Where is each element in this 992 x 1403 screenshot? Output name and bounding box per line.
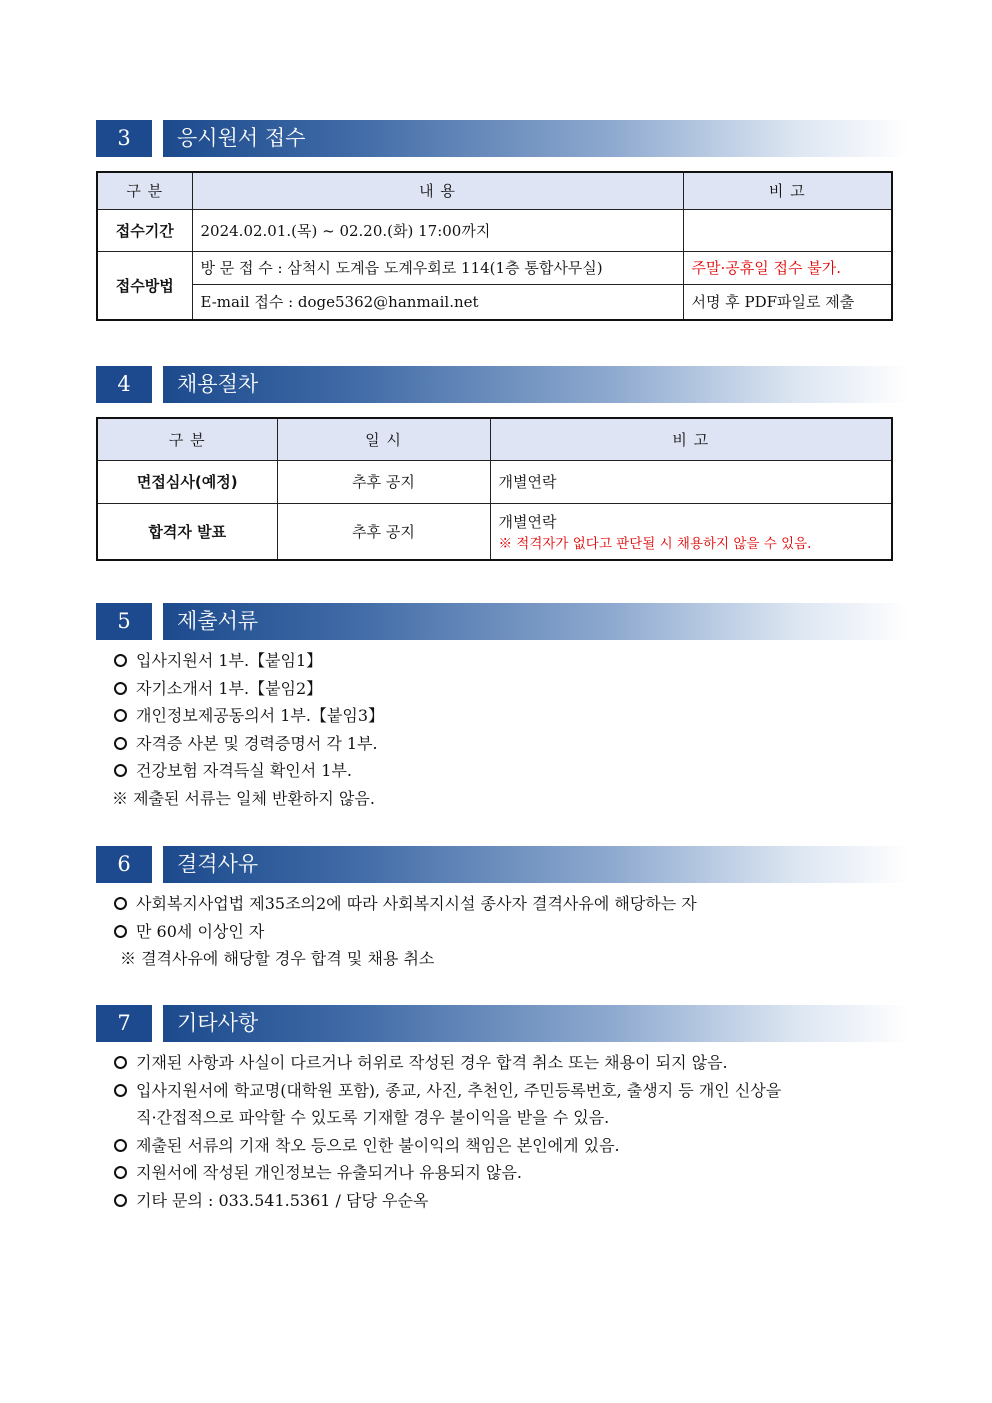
section-title: 기타사항 (163, 1005, 910, 1042)
section-number: 6 (96, 846, 152, 883)
visit-method: 방 문 접 수 : 삼척시 도계읍 도계우회로 114(1층 통합사무실) (192, 251, 683, 284)
list-item-continuation: 직·간접적으로 파악할 수 있도록 기재할 경우 불이익을 받을 수 있음. (136, 1108, 610, 1127)
circle-bullet-icon (114, 709, 127, 722)
header-category: 구 분 (97, 418, 277, 460)
announcement-note-cell (490, 503, 892, 560)
circle-bullet-icon (114, 1166, 127, 1179)
circle-bullet-icon (114, 897, 127, 910)
list-item: 입사지원서 1부.【붙임1】 (112, 647, 384, 675)
period-note (683, 209, 892, 251)
list-item: 만 60세 이상인 자 (112, 918, 697, 946)
circle-bullet-icon (114, 654, 127, 667)
circle-bullet-icon (114, 1056, 127, 1069)
section-5-header (96, 603, 910, 640)
other-notes-list (112, 1049, 781, 1214)
header-category: 구 분 (97, 172, 192, 209)
header-note: 비 고 (490, 418, 892, 460)
list-item: 입사지원서에 학교명(대학원 포함), 종교, 사진, 추천인, 주민등록번호, 출생지 등 개인 신상을 (112, 1077, 781, 1105)
interview-date: 추후 공지 (277, 460, 490, 503)
section-number: 7 (96, 1005, 152, 1042)
section-number: 3 (96, 120, 152, 157)
circle-bullet-icon (114, 925, 127, 938)
section-title: 제출서류 (163, 603, 910, 640)
header-date: 일 시 (277, 418, 490, 460)
announcement-label: 합격자 발표 (97, 503, 277, 560)
documents-list (112, 647, 384, 812)
list-item: 기타 문의 : 033.541.5361 / 담당 우순옥 (112, 1187, 781, 1215)
announcement-date: 추후 공지 (277, 503, 490, 560)
section-title: 결격사유 (163, 846, 910, 883)
list-item: 개인정보제공동의서 1부.【붙임3】 (112, 702, 384, 730)
section-6-header (96, 846, 910, 883)
circle-bullet-icon (114, 737, 127, 750)
section-title: 채용절차 (163, 366, 910, 403)
circle-bullet-icon (114, 764, 127, 777)
email-method: E-mail 접수 : doge5362@hanmail.net (192, 284, 683, 320)
section-number: 4 (96, 366, 152, 403)
section-title: 응시원서 접수 (163, 120, 910, 157)
disqualification-list (112, 890, 697, 973)
section-3-header (96, 120, 910, 157)
method-label: 접수방법 (97, 251, 192, 320)
circle-bullet-icon (114, 682, 127, 695)
section-7-header (96, 1005, 910, 1042)
circle-bullet-icon (114, 1084, 127, 1097)
list-item: 건강보험 자격득실 확인서 1부. (112, 757, 384, 785)
list-item: 지원서에 작성된 개인정보는 유출되거나 유용되지 않음. (112, 1159, 781, 1187)
documents-note: ※ 제출된 서류는 일체 반환하지 않음. (112, 788, 375, 808)
circle-bullet-icon (114, 1194, 127, 1207)
list-item: 사회복지사업법 제35조의2에 따라 사회복지시설 종사자 결격사유에 해당하는 자 (112, 890, 697, 918)
section-number: 5 (96, 603, 152, 640)
announcement-warning: ※ 적격자가 없다고 판단될 시 채용하지 않을 수 있음. (498, 535, 812, 552)
visit-note: 주말·공휴일 접수 불가. (683, 251, 892, 284)
header-note: 비 고 (683, 172, 892, 209)
disqualification-note: ※ 결격사유에 해당할 경우 합격 및 채용 취소 (120, 949, 435, 968)
section-4-header (96, 366, 910, 403)
email-note: 서명 후 PDF파일로 제출 (683, 284, 892, 320)
header-content: 내 용 (192, 172, 683, 209)
announcement-note: 개별연락 (498, 512, 557, 531)
application-table (96, 171, 893, 321)
interview-note: 개별연락 (490, 460, 892, 503)
list-item: 자격증 사본 및 경력증명서 각 1부. (112, 730, 384, 758)
period-label: 접수기간 (97, 209, 192, 251)
period-value: 2024.02.01.(목) ~ 02.20.(화) 17:00까지 (192, 209, 683, 251)
procedure-table (96, 417, 893, 561)
list-item: 자기소개서 1부.【붙임2】 (112, 675, 384, 703)
circle-bullet-icon (114, 1139, 127, 1152)
interview-label: 면접심사(예정) (97, 460, 277, 503)
list-item: 기재된 사항과 사실이 다르거나 허위로 작성된 경우 합격 취소 또는 채용이 되지 않음. (112, 1049, 781, 1077)
list-item: 제출된 서류의 기재 착오 등으로 인한 불이익의 책임은 본인에게 있음. (112, 1132, 781, 1160)
